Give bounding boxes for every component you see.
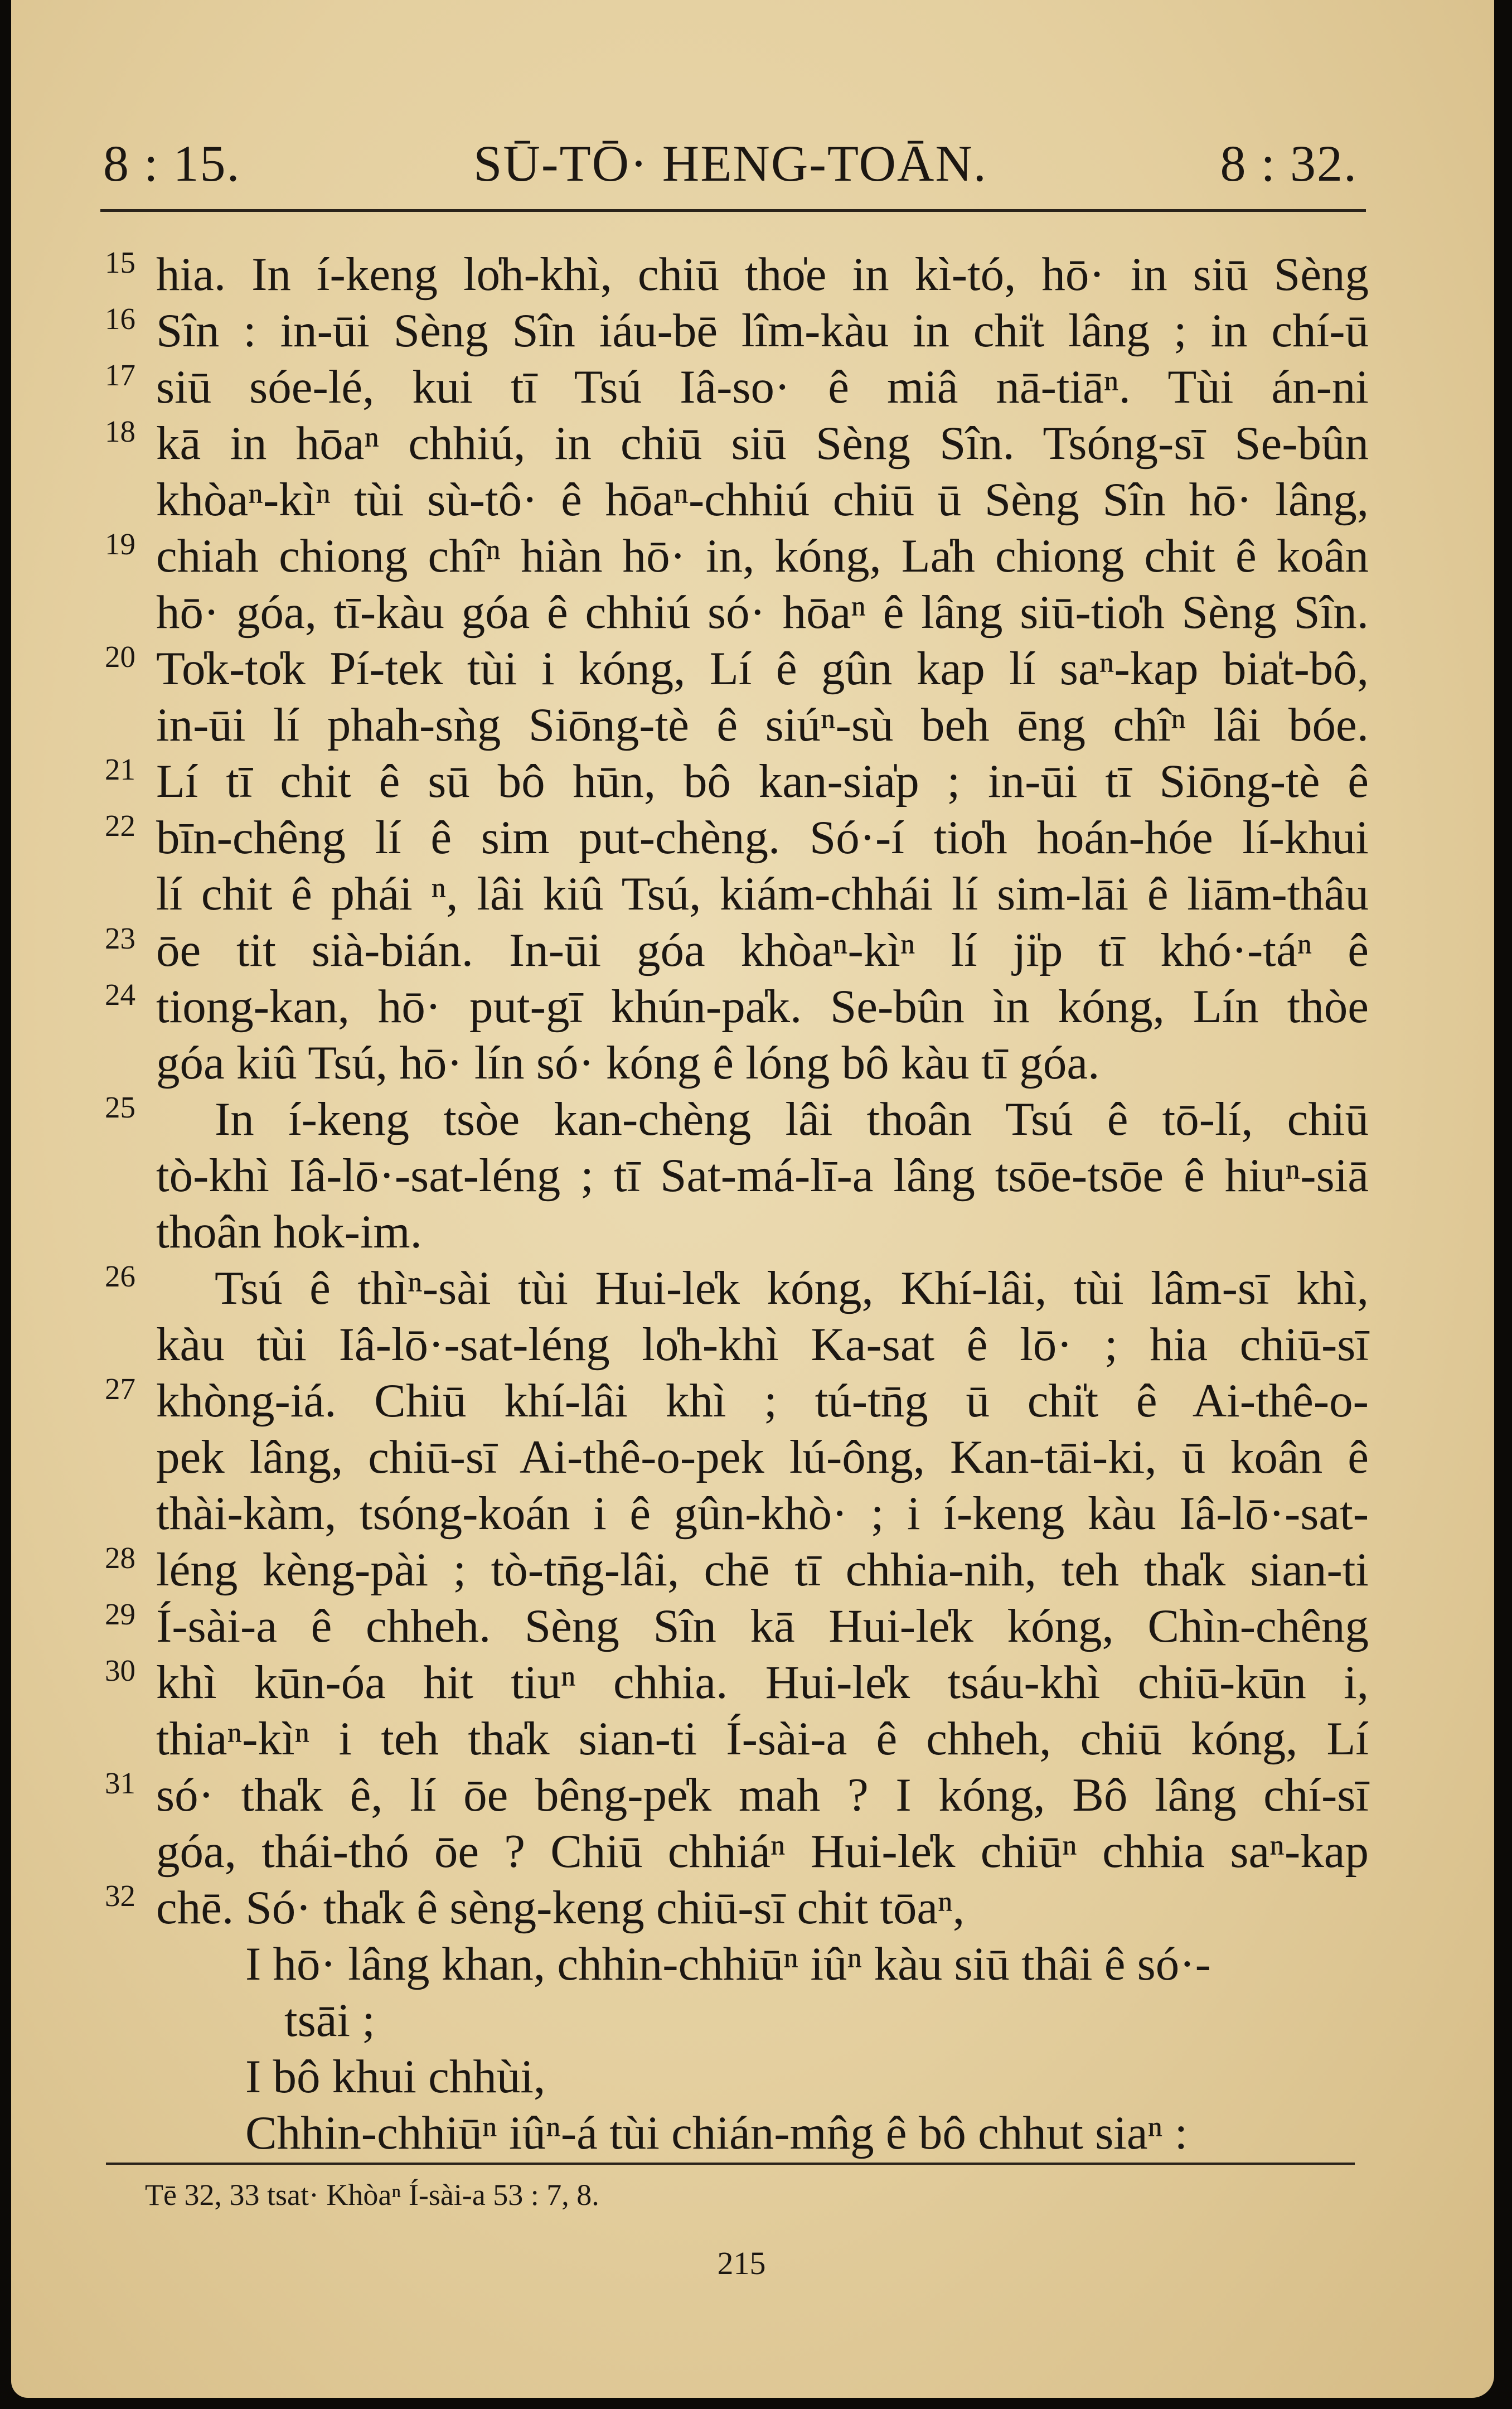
line-text: léng kèng-pài ; tò-tn̄g-lâi, chē tī chhia-nih, teh tha̍k sian-ti bbox=[156, 1544, 1369, 1596]
verse-number: 26 bbox=[105, 1259, 135, 1293]
text-line bbox=[95, 584, 1369, 641]
verse-number: 18 bbox=[105, 414, 135, 448]
verse-number: 25 bbox=[105, 1090, 135, 1124]
header-title: SŪ-TŌ· HENG-TOĀN. bbox=[473, 135, 987, 192]
text-line bbox=[95, 1260, 1369, 1317]
line-text: To̍k-to̍k Pí-tek tùi i kóng, Lí ê gûn kap lí saⁿ-kap bia̍t-bô, bbox=[156, 642, 1369, 695]
text-line bbox=[95, 641, 1369, 697]
line-text: góa kiû Tsú, hō· lín só· kóng ê lóng bô kàu tī góa. bbox=[156, 1037, 1100, 1089]
text-line bbox=[95, 2105, 1369, 2161]
verse-number: 22 bbox=[105, 809, 135, 843]
verse-number: 19 bbox=[105, 527, 135, 561]
line-text: hia. In í-keng lo̍h-khì, chiū tho̍e in kì-tó, hō· in siū Sèng bbox=[156, 248, 1369, 301]
line-text: Sîn : in-ūi Sèng Sîn iáu-bē lîm-kàu in chi̍t lâng ; in chí-ū bbox=[156, 304, 1369, 357]
text-line bbox=[95, 1486, 1369, 1542]
verse-number: 23 bbox=[105, 921, 135, 955]
text-line bbox=[95, 1429, 1369, 1486]
verse-number: 24 bbox=[105, 978, 135, 1012]
line-text: tiong-kan, hō· put-gī khún-pa̍k. Se-bûn ìn kóng, Lín thòe bbox=[156, 980, 1369, 1033]
text-line bbox=[95, 866, 1369, 922]
header-verse-start: 8 : 15. bbox=[103, 135, 241, 192]
text-line bbox=[95, 1823, 1369, 1880]
line-text: Lí tī chit ê sū bô hūn, bô kan-sia̍p ; in-ūi tī Siōng-tè ê bbox=[156, 755, 1369, 807]
text-line bbox=[95, 1767, 1369, 1823]
line-text: tsāi ; bbox=[284, 1994, 375, 2047]
line-text: kā in hōaⁿ chhiú, in chiū siū Sèng Sîn. Tsóng-sī Se-bûn bbox=[156, 417, 1369, 470]
text-line bbox=[95, 979, 1369, 1035]
line-text: thiaⁿ-kìⁿ i teh tha̍k sian-ti Í-sài-a ê chheh, chiū kóng, Lí bbox=[156, 1713, 1369, 1765]
line-text: I bô khui chhùi, bbox=[245, 2050, 546, 2103]
verse-number: 21 bbox=[105, 752, 135, 786]
text-line bbox=[95, 1936, 1369, 1992]
text-line bbox=[95, 1542, 1369, 1598]
verse-number: 32 bbox=[105, 1879, 135, 1913]
line-text: bīn-chêng lí ê sim put-chèng. Só·-í tio̍h hoán-hóe lí-khui bbox=[156, 811, 1369, 864]
text-line bbox=[95, 810, 1369, 866]
footnote: Tē 32, 33 tsat· Khòaⁿ Í-sài-a 53 : 7, 8. bbox=[145, 2178, 599, 2212]
line-text: tò-khì Iâ-lō·-sat-léng ; tī Sat-má-lī-a lâng tsōe-tsōe ê hiuⁿ-siā bbox=[156, 1149, 1369, 1202]
verse-number: 30 bbox=[105, 1653, 135, 1687]
text-line bbox=[95, 1035, 1369, 1091]
text-line bbox=[95, 1711, 1369, 1767]
line-text: siū sóe-lé, kui tī Tsú Iâ-so· ê miâ nā-tiāⁿ. Tùi án-ni bbox=[156, 361, 1369, 413]
running-header bbox=[92, 134, 1369, 195]
verse-number: 17 bbox=[105, 358, 135, 392]
line-text: thài-kàm, tsóng-koán i ê gûn-khò· ; i í-keng kàu Iâ-lō·-sat- bbox=[156, 1487, 1369, 1540]
line-text: chē. Só· tha̍k ê sèng-keng chiū-sī chit tōaⁿ, bbox=[156, 1881, 965, 1934]
text-line bbox=[95, 1317, 1369, 1373]
verse-number: 28 bbox=[105, 1541, 135, 1575]
line-text: kàu tùi Iâ-lō·-sat-léng lo̍h-khì Ka-sat ê lō· ; hia chiū-sī bbox=[156, 1318, 1369, 1371]
line-text: in-ūi lí phah-sǹg Siōng-tè ê siúⁿ-sù beh ēng chîⁿ lâi bóe. bbox=[156, 699, 1369, 751]
header-verse-end: 8 : 32. bbox=[1220, 135, 1358, 192]
footnote-rule bbox=[106, 2163, 1355, 2165]
line-text: hō· góa, tī-kàu góa ê chhiú só· hōaⁿ ê lâng siū-tio̍h Sèng Sîn. bbox=[156, 586, 1369, 638]
line-text: ōe tit sià-bián. In-ūi góa khòaⁿ-kìⁿ lí ji̍p tī khó·-táⁿ ê bbox=[156, 924, 1369, 976]
text-line bbox=[95, 1598, 1369, 1655]
verse-number: 31 bbox=[105, 1766, 135, 1800]
text-line bbox=[95, 697, 1369, 753]
text-line bbox=[95, 359, 1369, 415]
line-text: Tsú ê thìⁿ-sài tùi Hui-le̍k kóng, Khí-lâi, tùi lâm-sī khì, bbox=[215, 1262, 1369, 1314]
text-line bbox=[95, 415, 1369, 472]
line-text: khòng-iá. Chiū khí-lâi khì ; tú-tn̄g ū chi̍t ê Ai-thê-o- bbox=[156, 1375, 1369, 1427]
line-text: chiah chiong chîⁿ hiàn hō· in, kóng, La̍h chiong chit ê koân bbox=[156, 530, 1369, 582]
text-line bbox=[95, 1091, 1369, 1148]
text-line bbox=[95, 528, 1369, 584]
text-line bbox=[95, 246, 1369, 303]
page-number: 215 bbox=[717, 2245, 766, 2281]
line-text: khòaⁿ-kìⁿ tùi sù-tô· ê hōaⁿ-chhiú chiū ū Sèng Sîn hō· lâng, bbox=[156, 473, 1369, 526]
line-text: In í-keng tsòe kan-chèng lâi thoân Tsú ê tō-lí, chiū bbox=[215, 1093, 1369, 1145]
verse-number: 15 bbox=[105, 245, 135, 279]
verse-number: 29 bbox=[105, 1597, 135, 1631]
text-line bbox=[95, 922, 1369, 979]
text-line bbox=[95, 472, 1369, 528]
text-line bbox=[95, 1148, 1369, 1204]
text-line bbox=[95, 1992, 1369, 2049]
verse-number: 16 bbox=[105, 302, 135, 336]
line-text: Í-sài-a ê chheh. Sèng Sîn kā Hui-le̍k kóng, Chìn-chêng bbox=[156, 1600, 1369, 1652]
verse-number: 20 bbox=[105, 640, 135, 674]
book-page bbox=[11, 0, 1494, 2398]
header-rule bbox=[100, 209, 1366, 212]
line-text: Chhin-chhiūⁿ iûⁿ-á tùi chián-mn̂g ê bô chhut siaⁿ : bbox=[245, 2107, 1188, 2159]
text-line bbox=[95, 753, 1369, 810]
line-text: I hō· lâng khan, chhin-chhiūⁿ iûⁿ kàu siū thâi ê só·- bbox=[245, 1938, 1211, 1990]
text-line bbox=[95, 1373, 1369, 1429]
text-line bbox=[95, 2049, 1369, 2105]
scripture-text bbox=[95, 246, 1369, 2161]
line-text: pek lâng, chiū-sī Ai-thê-o-pek lú-ông, Kan-tāi-ki, ū koân ê bbox=[156, 1431, 1369, 1483]
line-text: góa, thái-thó ōe ? Chiū chhiáⁿ Hui-le̍k chiūⁿ chhia saⁿ-kap bbox=[156, 1825, 1369, 1878]
text-line bbox=[95, 1655, 1369, 1711]
text-line bbox=[95, 303, 1369, 359]
text-line bbox=[95, 1880, 1369, 1936]
text-line bbox=[95, 1204, 1369, 1260]
line-text: thoân hok-im. bbox=[156, 1206, 422, 1258]
line-text: khì kūn-óa hit tiuⁿ chhia. Hui-le̍k tsáu-khì chiū-kūn i, bbox=[156, 1656, 1369, 1709]
verse-number: 27 bbox=[105, 1372, 135, 1406]
line-text: lí chit ê phái ⁿ, lâi kiû Tsú, kiám-chhái lí sim-lāi ê liām-thâu bbox=[156, 868, 1369, 920]
line-text: só· tha̍k ê, lí ōe bêng-pe̍k mah ? I kóng, Bô lâng chí-sī bbox=[156, 1769, 1369, 1821]
